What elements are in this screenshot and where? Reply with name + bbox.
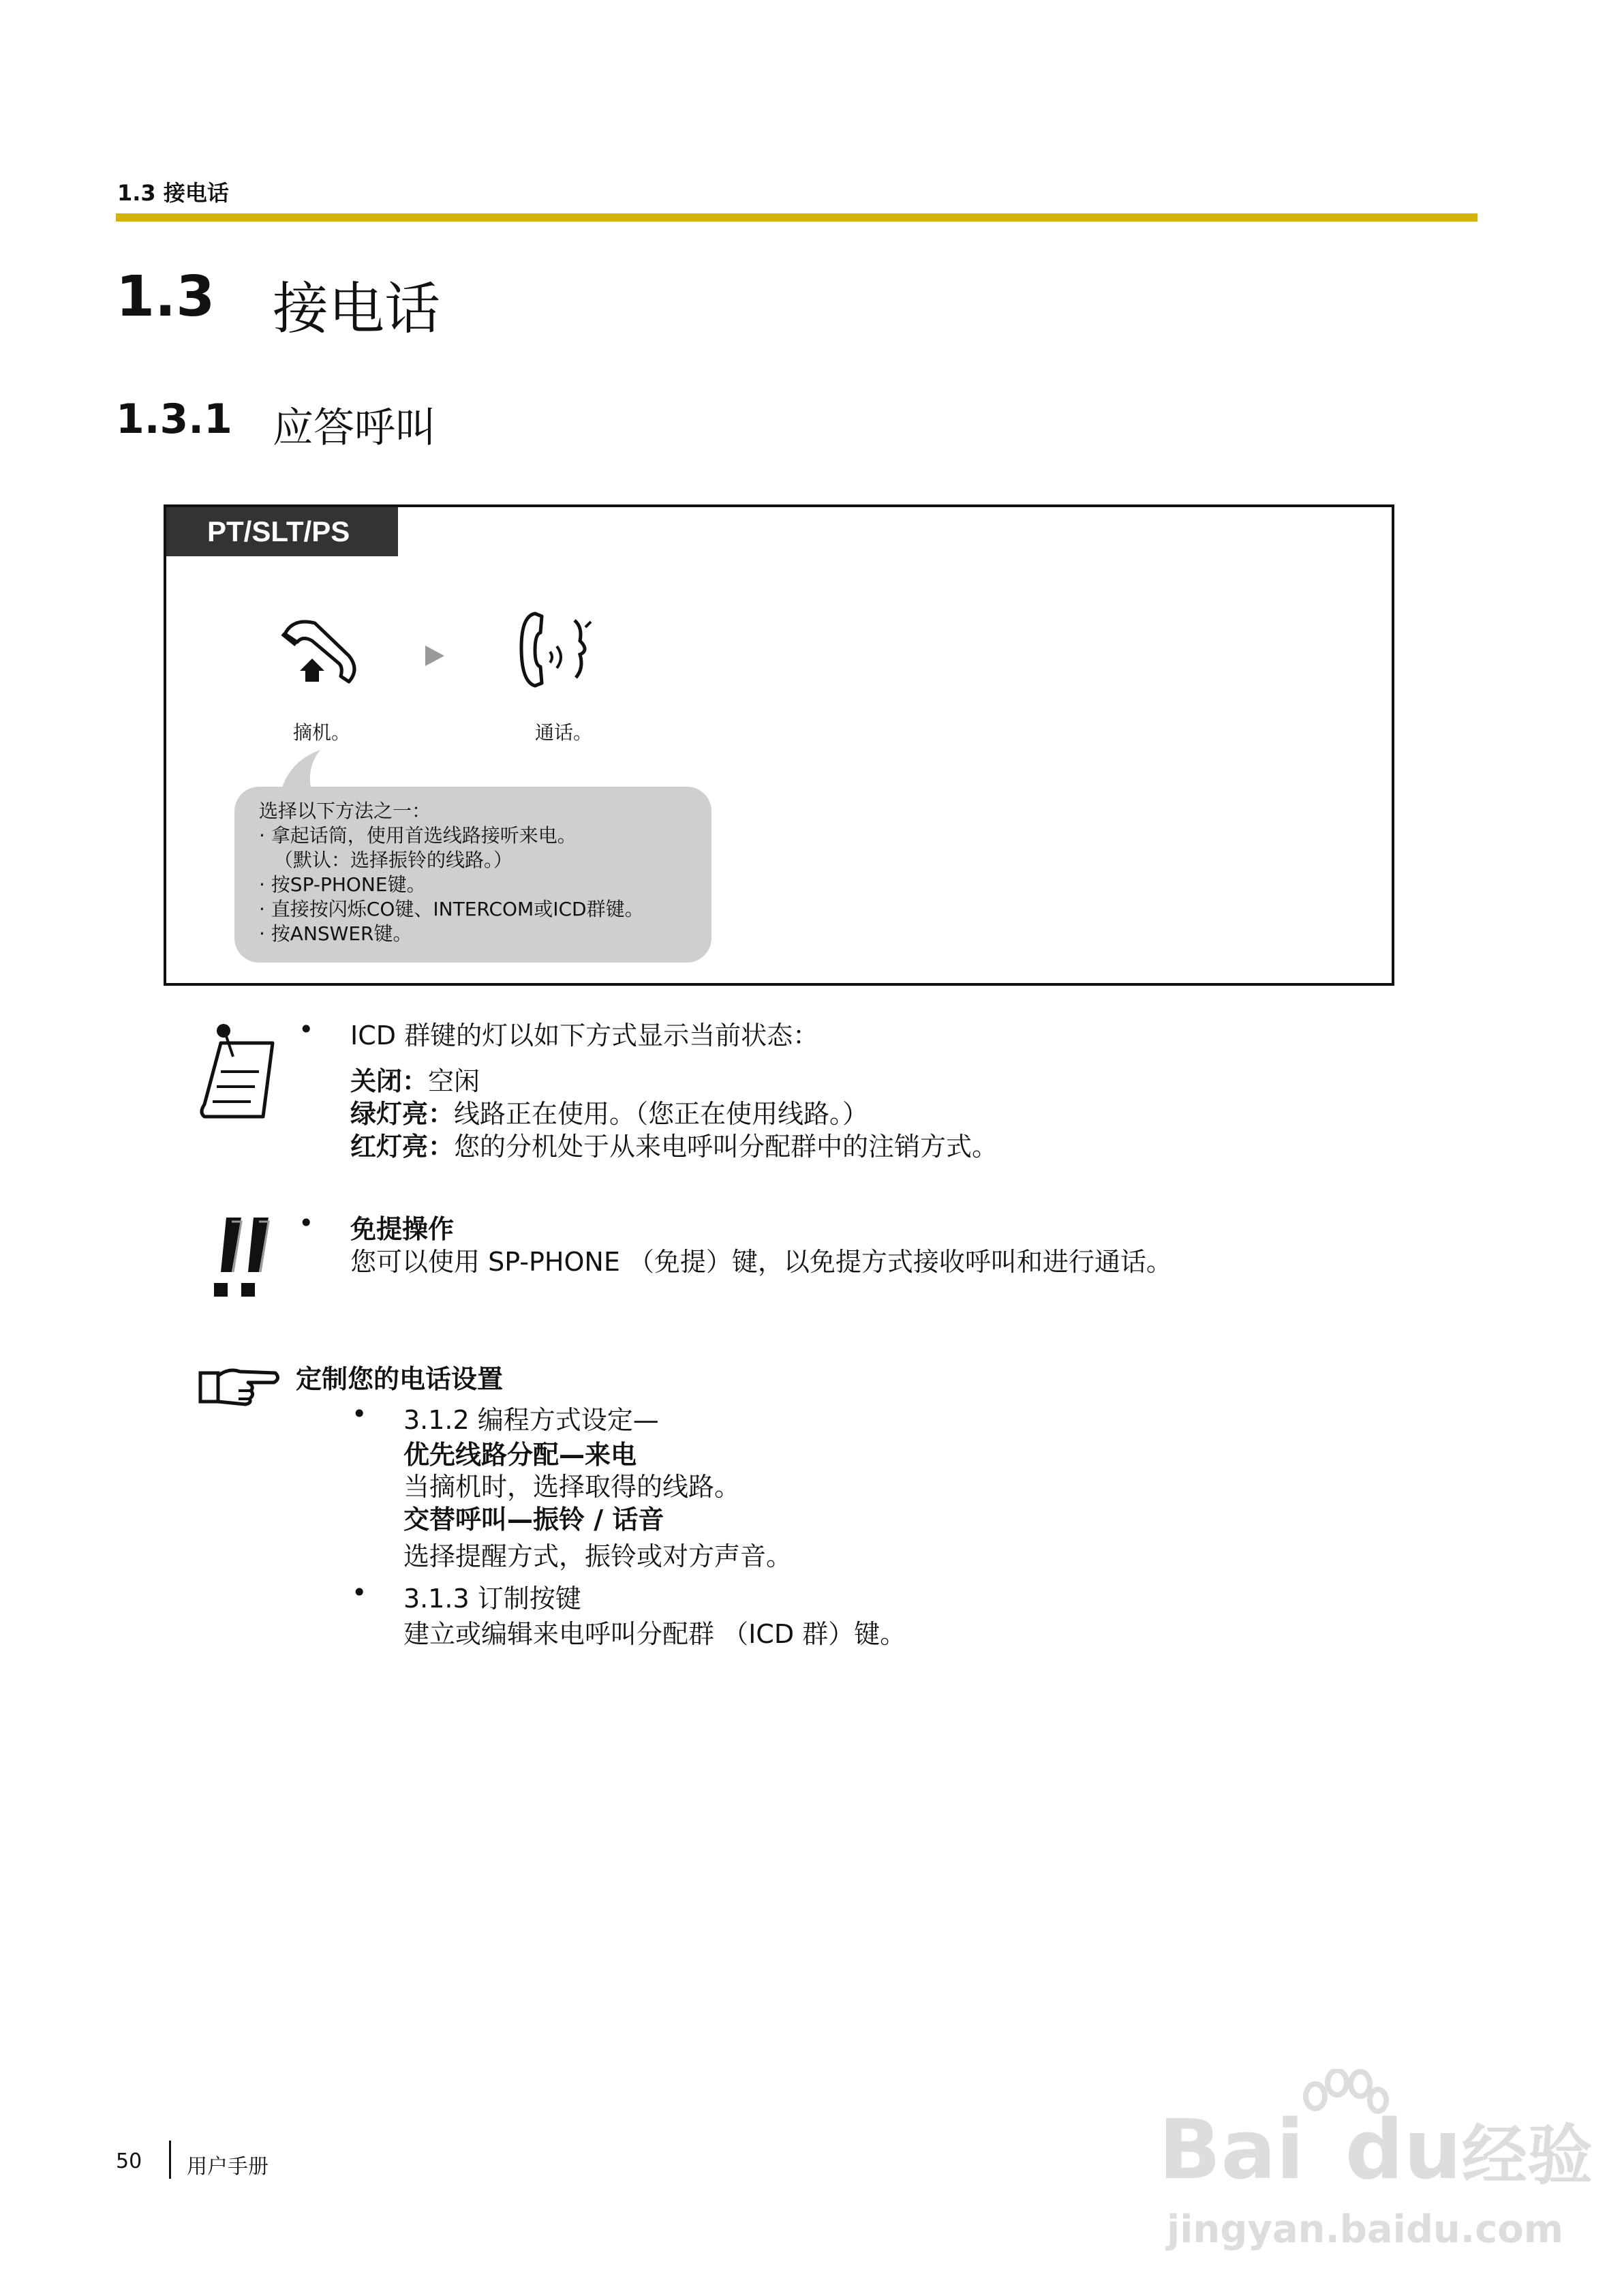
customize-sub-heading: 交替呼叫—振铃 / 话音 (403, 1505, 664, 1535)
note-text-off: 空闲 (428, 1066, 480, 1096)
note-label-off: 关闭： (350, 1066, 429, 1096)
bubble-line: （默认：选择振铃的线路。） (274, 849, 513, 871)
customize-ref-link[interactable]: 3.1.2 编程方式设定— (403, 1405, 659, 1435)
step-caption-off-hook: 摘机。 (293, 721, 351, 744)
watermark-brand-en: Bai (1159, 2103, 1304, 2198)
warning-text: 您可以使用 SP-PHONE （免提）键，以免提方式接收呼叫和进行通话。 (350, 1247, 1172, 1277)
step-caption-talk: 通话。 (535, 721, 593, 744)
off-hook-icon (273, 614, 368, 695)
note-text-green: 线路正在使用。（您正在使用线路。） (454, 1099, 869, 1129)
watermark-url: jingyan.baidu.com (1167, 2207, 1564, 2252)
customize-sub-heading: 优先线路分配—来电 (403, 1440, 637, 1470)
warning-bullet: • (299, 1208, 314, 1238)
section-title: 接电话 (273, 277, 441, 342)
note-label-red: 红灯亮： (350, 1132, 455, 1162)
procedure-tag: PT/SLT/PS (166, 507, 398, 556)
bubble-line: · 直接按闪烁CO键、INTERCOM或ICD群键。 (259, 898, 644, 920)
warning-title: 免提操作 (350, 1214, 455, 1244)
customize-sub-desc: 当摘机时，选择取得的线路。 (403, 1472, 741, 1502)
bubble-line: · 拿起话筒，使用首选线路接听来电。 (259, 824, 577, 847)
header-rule (116, 213, 1478, 222)
note-icon (198, 1023, 279, 1125)
note-bullet: • (299, 1014, 314, 1044)
watermark-brand (1159, 2103, 1593, 2198)
section-number: 1.3 (116, 265, 215, 329)
pointing-hand-icon (198, 1363, 281, 1407)
customize-title: 定制您的电话设置 (296, 1364, 504, 1394)
footer-divider (169, 2141, 171, 2179)
option-bubble (234, 787, 711, 963)
customize-ref-link[interactable]: 3.1.3 订制按键 (403, 1584, 581, 1614)
warning-icon (202, 1215, 277, 1303)
customize-bullet: • (352, 1577, 367, 1607)
bubble-line: · 按SP-PHONE键。 (259, 873, 426, 896)
watermark-brand-en2: du (1345, 2103, 1462, 2198)
note-text-red: 您的分机处于从来电呼叫分配群中的注销方式。 (454, 1132, 998, 1162)
next-arrow-icon (423, 644, 446, 667)
bubble-line: 选择以下方法之一： (259, 800, 431, 822)
bubble-line: · 按ANSWER键。 (259, 922, 412, 945)
note-intro: ICD 群键的灯以如下方式显示当前状态： (350, 1021, 819, 1051)
subsection-title: 应答呼叫 (273, 404, 436, 452)
watermark-brand-cn: 经验 (1461, 2117, 1593, 2194)
footer-label: 用户手册 (187, 2155, 269, 2179)
customize-desc: 建立或编辑来电呼叫分配群 （ICD 群）键。 (403, 1619, 906, 1649)
running-header: 1.3 接电话 (117, 180, 229, 206)
customize-sub-desc: 选择提醒方式，振铃或对方声音。 (403, 1541, 793, 1571)
page-number: 50 (116, 2149, 142, 2173)
talk-icon (515, 607, 610, 695)
subsection-number: 1.3.1 (116, 395, 232, 443)
note-label-green: 绿灯亮： (350, 1099, 455, 1129)
customize-bullet: • (352, 1399, 367, 1429)
